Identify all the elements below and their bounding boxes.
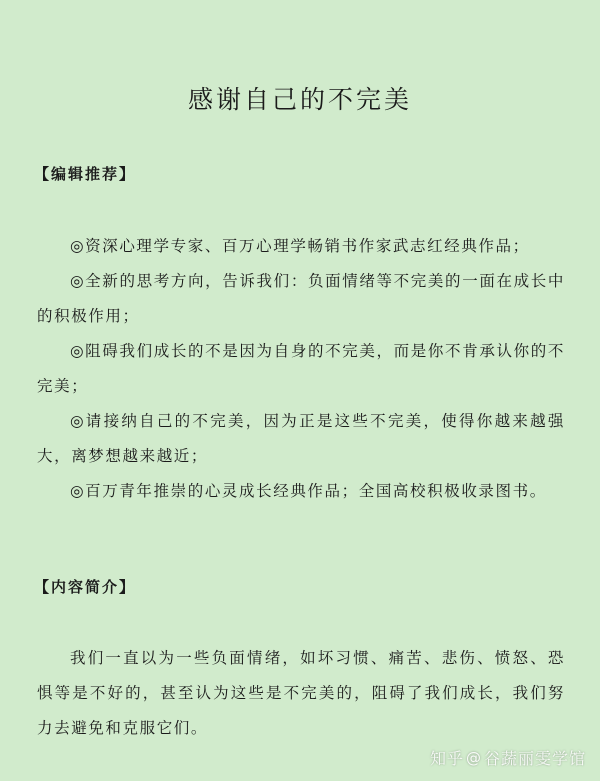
content-intro-heading: 【内容简介】 [34,578,137,596]
recommend-item: ◎阻碍我们成长的不是因为自身的不完美，而是你不肯承认你的不完美； [37,342,565,395]
recommend-item: ◎百万青年推崇的心灵成长经典作品；全国高校积极收录图书。 [70,482,547,500]
page-title: 感谢自己的不完美 [187,85,412,114]
recommend-item: ◎全新的思考方向，告诉我们：负面情绪等不完美的一面在成长中的积极作用； [37,272,565,325]
zhihu-watermark [430,746,586,769]
at-icon: @ [465,748,482,767]
watermark-brand: 知乎 [429,749,464,768]
editor-recommend-heading: 【编辑推荐】 [34,165,137,183]
watermark-handle: 谷蔬丽雯学馆 [483,749,586,768]
content-intro-text: 我们一直以为一些负面情绪，如坏习惯、痛苦、悲伤、愤怒、恐惧等是不好的，甚至认为这些是不完美的，阻碍了我们成长，我们努力去避免和克服它们。 [37,649,565,737]
recommend-item: ◎请接纳自己的不完美，因为正是这些不完美，使得你越来越强大，离梦想越来越近； [37,412,565,465]
recommend-item: ◎资深心理学专家、百万心理学畅销书作家武志红经典作品； [70,237,530,255]
